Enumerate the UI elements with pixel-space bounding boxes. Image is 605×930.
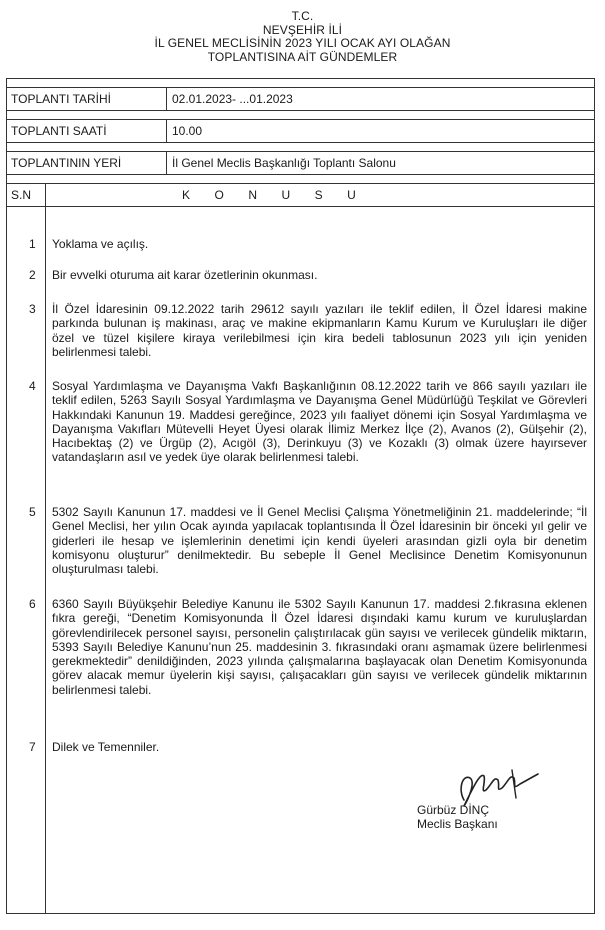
- number-column-divider: [45, 183, 46, 913]
- meeting-time-value: 10.00: [172, 124, 203, 138]
- agenda-item-text: 5302 Sayılı Kanunun 17. maddesi ve İl Genel Meclisi Çalışma Yönetmeliğinin 21. maddelerinde; “İl Genel Meclisi, her yılın Ocak ayında yapılacak toplantısında İl Özel İdaresinin bir önceki yıl gelir ve giderleri ile hesap ve işlemlerinin denetimi için kendi üyeleri arasından gizli oyla bir denetim komisyonu oluşturur” denilmektedir. Bu sebeple İl Genel Meclisince Denetim Komisyonunun oluşturulması talebi.: [52, 505, 587, 577]
- agenda-item-number: 6: [29, 597, 36, 611]
- meeting-date-label: TOPLANTI TARİHİ: [11, 92, 112, 106]
- agenda-item-number: 7: [29, 740, 36, 754]
- signer-title: Meclis Başkanı: [417, 817, 498, 831]
- header-line-council: İL GENEL MECLİSİNİN 2023 YILI OCAK AYI OLAĞAN: [154, 36, 451, 50]
- subject-column-header: KONUSU: [182, 188, 381, 202]
- meeting-date-row: [7, 87, 594, 111]
- document-header: [0, 10, 605, 64]
- meeting-place-value: İl Genel Meclis Başkanlığı Toplantı Salonu: [172, 156, 396, 170]
- agenda-item-text: Dilek ve Temenniler.: [52, 740, 160, 754]
- agenda-item-text: Sosyal Yardımlaşma ve Dayanışma Vakfı Başkanlığının 08.12.2022 tarih ve 866 sayılı yazıları ile teklif edilen, 5263 Sayılı Sosyal Yardımlaşma ve Dayanışma Genel Müdürlüğü Teşkilat ve Görevleri Hakkındaki Kanunun 19. Maddesi gereğince, 2023 yılı faaliyet dönemi için Sosyal Yardımlaşma ve Dayanışma Vakıfları Mütevelli Heyet Üyesi olarak İlimiz Merkez İlçe (2), Avanos (2), Gülşehir (2), Hacıbektaş (2) ve Ürgüp (2), Acıgöl (3), Derinkuyu (3) ve Kozaklı (3) olmak üzere hayırsever vatandaşların asıl ve yedek üye olarak belirlenmesi talebi.: [52, 379, 587, 465]
- column-divider: [166, 88, 167, 110]
- header-line-tc: T.C.: [291, 9, 314, 23]
- agenda-item-text: Bir evvelki oturuma ait karar özetlerinin okunması.: [52, 268, 318, 282]
- signature-block: [417, 803, 498, 831]
- column-divider: [166, 152, 167, 174]
- signer-name: Gürbüz DİNÇ: [417, 803, 490, 817]
- meeting-place-row: [7, 151, 594, 175]
- column-divider: [166, 120, 167, 142]
- meeting-place-label: TOPLANTININ YERİ: [11, 156, 122, 170]
- sn-column-header: S.N: [11, 188, 32, 202]
- agenda-item-number: 4: [29, 379, 36, 393]
- meeting-date-value: 02.01.2023- ...01.2023: [172, 92, 293, 106]
- header-line-province: NEVŞEHİR İLİ: [262, 22, 343, 37]
- agenda-item-text: İl Özel İdaresinin 09.12.2022 tarih 29612 sayılı yazıları ile teklif edilen, İl Özel İdaresi makine parkında bulunan iş makinası, araç ve makine ekipmanların Kamu Kurum ve Kuruluşları ile diğer özel ve tüzel kişilere kiraya verilebilmesi için kira bedeli tablosunun 2023 yılı için yeniden belirlenmesi talebi.: [52, 302, 587, 359]
- agenda-item-text: 6360 Sayılı Büyükşehir Belediye Kanunu ile 5302 Sayılı Kanunun 17. maddesi 2.fıkrasına eklenen fıkra gereği, “Denetim Komisyonunda İl Özel İdaresi dışındaki kamu kurum ve kuruluşlardan görevlendirilecek personel sayısı, personelin çalıştırılacak gün sayısı ve verilecek gündelik miktarın, 5393 Sayılı Belediye Kanunu’nun 25. maddesinin 3. fıkrasındaki oranı aşmamak üzere belirlenmesi gerekmektedir” denildiğinden, 2023 yılında çalışmalarına başlayacak olan Denetim Komisyonunda görev alacak memur üyelerin kişi sayısı, çalışacakları gün sayısı ve verilecek gündelik miktarının belirlenmesi talebi.: [52, 597, 587, 697]
- meeting-time-label: TOPLANTI SAATİ: [11, 124, 107, 138]
- agenda-item-number: 2: [29, 268, 36, 282]
- meeting-time-row: [7, 119, 594, 143]
- agenda-item-text: Yoklama ve açılış.: [52, 237, 149, 251]
- agenda-item-number: 5: [29, 505, 36, 519]
- header-line-agenda: TOPLANTISINA AİT GÜNDEMLER: [207, 49, 398, 64]
- agenda-item-number: 3: [29, 302, 36, 316]
- agenda-item-number: 1: [29, 237, 36, 251]
- table-header-row: [7, 183, 594, 207]
